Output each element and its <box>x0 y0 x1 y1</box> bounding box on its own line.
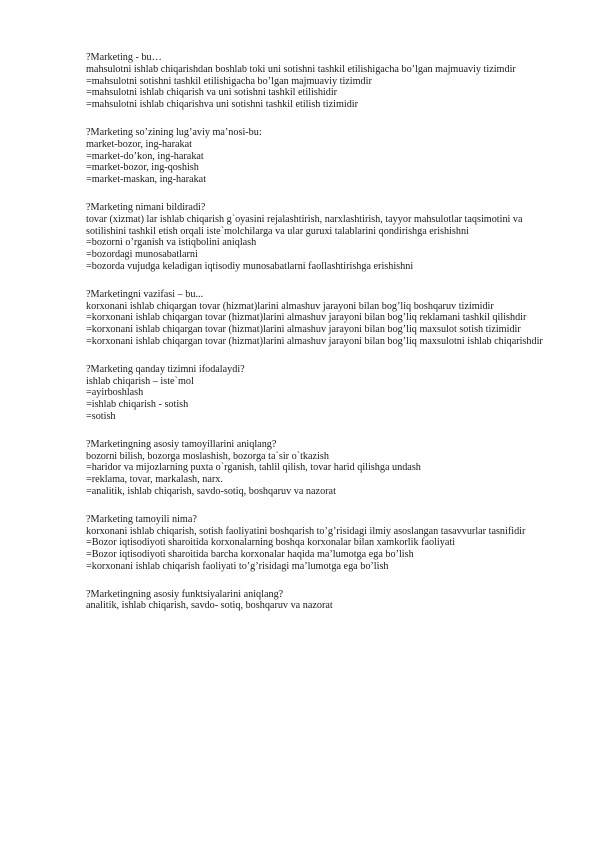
question-text: ?Marketing nimani bildiradi? <box>86 201 206 213</box>
question-text: ?Marketingning asosiy tamoyillarini aniqlang? <box>86 438 277 450</box>
question-block-4 <box>86 289 556 348</box>
distractor-answer: =bozorda vujudga keladigan iqtisodiy munosabatlarni faollashtirishga erishishni <box>86 260 414 272</box>
question-text: ?Marketing qanday tizimni ifodalaydi? <box>86 363 245 375</box>
distractor-answer: =Bozor iqtisodiyoti sharoitida barcha korxonalar haqida ma’lumotga ega bo’lish <box>86 549 414 561</box>
correct-answer: ishlab chiqarish – iste`mol <box>86 375 194 387</box>
distractor-answer: =Bozor iqtisodiyoti sharoitida korxonalarning boshqa korxonalar bilan xamkorlik faoliyati <box>86 537 456 549</box>
correct-answer: bozorni bilish, bozorga moslashish, bozorga ta`sir o`tkazish <box>86 450 329 462</box>
distractor-answer: =bozorni o’rganish va istiqbolini aniqlash <box>86 237 257 249</box>
distractor-answer: =ayirboshlash <box>86 387 144 399</box>
distractor-answer: =market-maskan, ing-harakat <box>86 174 207 186</box>
distractor-answer: =korxonani ishlab chiqargan tovar (hizmat)larini almashuv jarayoni bilan bog’liq maxsulotni ishlab chiqarishdir <box>86 335 543 347</box>
question-block-1 <box>86 52 556 111</box>
question-block-3 <box>86 202 556 273</box>
distractor-answer: =market-bozor, ing-qoshish <box>86 162 199 174</box>
distractor-answer: =market-do’kon, ing-harakat <box>86 150 204 162</box>
distractor-answer: =korxonani ishlab chiqargan tovar (hizmat)larini almashuv jarayoni bilan bog’liq reklamani tashkil qilishdir <box>86 312 527 324</box>
question-text: ?Marketingning asosiy funktsiyalarini aniqlang? <box>86 588 284 600</box>
distractor-answer: =bozordagi munosabatlarni <box>86 249 198 261</box>
correct-answer: korxonani ishlab chiqarish, sotish faoliyatini boshqarish to’g’risidagi ilmiy asoslangan tasavvurlar tasnifidir <box>86 525 526 537</box>
distractor-answer: =korxonani ishlab chiqarish faoliyati to’g’risidagi ma’lumotga ega bo’lish <box>86 560 389 572</box>
question-block-5 <box>86 364 556 423</box>
correct-answer: korxonani ishlab chiqargan tovar (hizmat)larini almashuv jarayoni bilan bog’liq boshqaruv tizimidir <box>86 300 494 312</box>
question-block-8 <box>86 589 556 613</box>
distractor-answer: =mahsulotni ishlab chiqarish va uni sotishni tashkil etilishidir <box>86 87 338 99</box>
distractor-answer: =haridor va mijozlarning puxta o`rganish, tahlil qilish, tovar harid qilishga undash <box>86 462 421 474</box>
distractor-answer: =analitik, ishlab chiqarish, savdo-sotiq, boshqaruv va nazorat <box>86 485 336 497</box>
correct-answer: analitik, ishlab chiqarish, savdo- sotiq, boshqaruv va nazorat <box>86 600 333 612</box>
question-block-7 <box>86 514 556 573</box>
distractor-answer: =mahsulotni ishlab chiqarishva uni sotishni tashkil etilish tizimidir <box>86 99 359 111</box>
question-text: ?Marketing so’zining lug’aviy ma’nosi-bu: <box>86 126 262 138</box>
correct-answer: tovar (xizmat) lar ishlab chiqarish g`oyasini rejalashtirish, narxlashtirish, tayyor mahsulotlar taqsimotini va sotilishini tashkil etish orqali iste`molchilarga va ular guruxi talablarini qondirishga erishishni <box>86 213 523 237</box>
distractor-answer: =ishlab chiqarish - sotish <box>86 399 189 411</box>
question-text: ?Marketing tamoyili nima? <box>86 513 197 525</box>
question-block-2 <box>86 127 556 186</box>
distractor-answer: =korxonani ishlab chiqargan tovar (hizmat)larini almashuv jarayoni bilan bog’liq maxsulot sotish tizimidir <box>86 324 521 336</box>
question-text: ?Marketing - bu… <box>86 52 162 63</box>
correct-answer: mahsulotni ishlab chiqarishdan boshlab toki uni sotishni tashkil etilishigacha bo’lgan majmuaviy tizimdir <box>86 63 516 75</box>
correct-answer: market-bozor, ing-harakat <box>86 138 192 150</box>
distractor-answer: =reklama, tovar, markalash, narx. <box>86 474 223 486</box>
distractor-answer: =mahsulotni sotishni tashkil etilishigacha bo’lgan majmuaviy tizimdir <box>86 75 372 87</box>
distractor-answer: =sotish <box>86 410 116 422</box>
question-text: ?Marketingni vazifasi – bu... <box>86 288 204 300</box>
question-block-6 <box>86 439 556 498</box>
